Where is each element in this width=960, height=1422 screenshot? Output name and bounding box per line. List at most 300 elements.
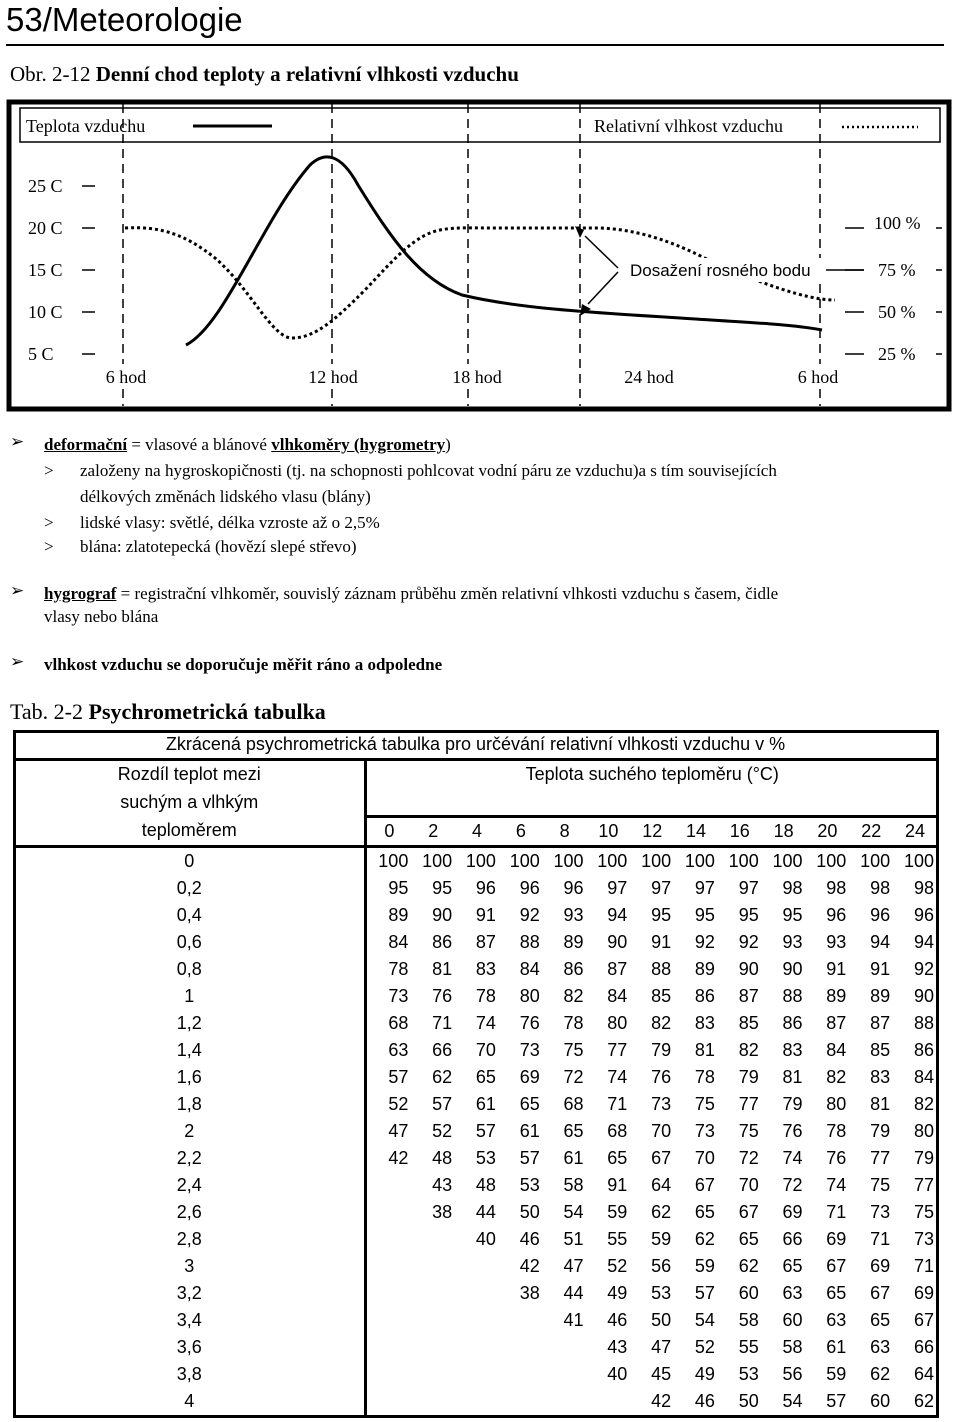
time-tick-6h: 6 hod — [105, 367, 147, 387]
row-delta: 3 — [14, 1253, 366, 1280]
table-cell: 65 — [563, 1121, 584, 1141]
row-delta: 2,6 — [14, 1199, 366, 1226]
hum-tick-100: 100 % — [874, 213, 921, 233]
table-cell: 100 — [509, 851, 540, 871]
table-cell: 41 — [563, 1310, 584, 1330]
table-row — [14, 1199, 937, 1226]
table-cell: 76 — [432, 986, 453, 1006]
table-row — [14, 1361, 937, 1388]
table-cell: 44 — [475, 1202, 496, 1222]
table-cell: 87 — [607, 959, 628, 979]
table-cell: 100 — [422, 851, 453, 871]
table-cell: 73 — [388, 986, 409, 1006]
table-cell: 70 — [651, 1121, 672, 1141]
table-cell: 54 — [694, 1310, 715, 1330]
table-cell — [366, 1172, 411, 1199]
table-cell: 72 — [563, 1067, 584, 1087]
table-cell: 96 — [475, 878, 496, 898]
table-cell: 65 — [519, 1094, 540, 1114]
table-cell: 69 — [782, 1202, 803, 1222]
table-row — [14, 1334, 937, 1361]
term-deformacni: deformační — [44, 435, 128, 454]
table-cell: 69 — [519, 1067, 540, 1087]
table-cell: 77 — [738, 1094, 759, 1114]
row-delta: 0 — [14, 847, 366, 876]
column-header: 6 — [499, 817, 543, 847]
table-cell: 96 — [519, 878, 540, 898]
table-cell: 53 — [519, 1175, 540, 1195]
table-cell: 75 — [870, 1175, 891, 1195]
table-cell — [411, 1253, 455, 1280]
bullet-deformacni — [44, 433, 451, 456]
row-header-line-2: suchým a vlhkým — [14, 788, 366, 817]
legend-temp-label: Teplota vzduchu — [26, 116, 146, 136]
table-cell: 89 — [388, 905, 409, 925]
table-cell: 71 — [607, 1094, 628, 1114]
table-cell: 46 — [519, 1229, 540, 1249]
table-cell: 56 — [782, 1364, 803, 1384]
table-row — [14, 1037, 937, 1064]
table-cell: 79 — [651, 1040, 672, 1060]
table-row — [14, 1307, 937, 1334]
table-cell: 67 — [694, 1175, 715, 1195]
legend-hum-label: Relativní vlhkost vzduchu — [594, 116, 783, 136]
table-cell: 100 — [728, 851, 759, 871]
table-cell: 42 — [388, 1148, 409, 1168]
table-cell: 72 — [738, 1148, 759, 1168]
table-cell: 53 — [738, 1364, 759, 1384]
column-header: 14 — [674, 817, 718, 847]
table-cell: 92 — [913, 959, 934, 979]
table-cell: 81 — [432, 959, 453, 979]
table-cell: 66 — [913, 1337, 934, 1357]
sub-item-cont: délkových změnách lidského vlasu (blány) — [80, 487, 371, 506]
table-cell: 98 — [870, 878, 891, 898]
column-header: 20 — [806, 817, 850, 847]
bullet-vlhkost — [44, 653, 442, 676]
table-cell: 88 — [782, 986, 803, 1006]
table-cell: 60 — [782, 1310, 803, 1330]
table-cell: 80 — [913, 1121, 934, 1141]
table-cell: 72 — [782, 1175, 803, 1195]
table-cell: 96 — [826, 905, 847, 925]
table-cell: 71 — [826, 1202, 847, 1222]
temperature-curve — [186, 157, 822, 345]
table-cell: 69 — [870, 1256, 891, 1276]
table-cell: 42 — [651, 1391, 672, 1411]
table-cell — [587, 1388, 631, 1415]
table-cell: 90 — [782, 959, 803, 979]
row-delta: 2,4 — [14, 1172, 366, 1199]
table-cell: 80 — [607, 1013, 628, 1033]
term-vlhkost: vlhkost vzduchu se doporučuje měřit ráno a odpoledne — [44, 655, 443, 674]
table-cell: 71 — [870, 1229, 891, 1249]
table-row — [14, 902, 937, 929]
bullet-arrow-icon: ➢ — [10, 581, 25, 600]
table-cell: 95 — [782, 905, 803, 925]
table-cell: 76 — [519, 1013, 540, 1033]
table-cell: 47 — [651, 1337, 672, 1357]
table-cell: 91 — [651, 932, 672, 952]
column-header: 10 — [587, 817, 631, 847]
bullet-text: = registrační vlhkoměr, souvislý záznam průběhu změn relativní vlhkosti vzduchu s časem, čidle — [116, 584, 779, 603]
table-cell: 76 — [782, 1121, 803, 1141]
table-cell: 74 — [607, 1067, 628, 1087]
table-cell: 91 — [475, 905, 496, 925]
table-cell: 95 — [694, 905, 715, 925]
time-gridlines — [123, 104, 820, 406]
table-cell: 100 — [597, 851, 628, 871]
table-cell: 79 — [870, 1121, 891, 1141]
table-cell: 97 — [607, 878, 628, 898]
table-cell: 61 — [826, 1337, 847, 1357]
table-cell: 86 — [694, 986, 715, 1006]
table-cell: 69 — [913, 1283, 934, 1303]
table-cell: 82 — [563, 986, 584, 1006]
column-header: 4 — [455, 817, 499, 847]
row-delta: 2 — [14, 1118, 366, 1145]
table-row — [14, 847, 937, 876]
table-cell: 93 — [826, 932, 847, 952]
legend-box — [20, 108, 940, 142]
table-cell: 85 — [651, 986, 672, 1006]
table-cell: 65 — [607, 1148, 628, 1168]
table-cell — [499, 1307, 543, 1334]
table-cell: 89 — [694, 959, 715, 979]
table-cell: 59 — [826, 1364, 847, 1384]
table-cell: 47 — [388, 1121, 409, 1141]
table-cell: 87 — [826, 1013, 847, 1033]
table-cell — [411, 1334, 455, 1361]
table-cell: 98 — [826, 878, 847, 898]
table-cell: 86 — [782, 1013, 803, 1033]
table-cell — [455, 1361, 499, 1388]
table-cell: 57 — [432, 1094, 453, 1114]
table-cell: 59 — [607, 1202, 628, 1222]
table-cell: 95 — [738, 905, 759, 925]
table-cell: 94 — [870, 932, 891, 952]
table-cell: 52 — [388, 1094, 409, 1114]
table-cell: 50 — [651, 1310, 672, 1330]
table-cell: 67 — [870, 1283, 891, 1303]
table-cell: 53 — [651, 1283, 672, 1303]
table-cell: 73 — [870, 1202, 891, 1222]
table-cell: 56 — [651, 1256, 672, 1276]
col-group-underline — [366, 788, 937, 817]
table-cell: 50 — [519, 1202, 540, 1222]
bullet-arrow-icon: ➢ — [10, 432, 25, 451]
table-cell: 49 — [607, 1283, 628, 1303]
table-cell: 48 — [432, 1148, 453, 1168]
table-cell: 97 — [694, 878, 715, 898]
table-cell — [411, 1361, 455, 1388]
table-cell: 61 — [519, 1121, 540, 1141]
row-delta: 0,2 — [14, 875, 366, 902]
table-cell: 90 — [738, 959, 759, 979]
table-cell — [366, 1280, 411, 1307]
table-cell: 78 — [826, 1121, 847, 1141]
sub-marker: > — [44, 513, 54, 532]
table-cell: 77 — [913, 1175, 934, 1195]
table-cell: 74 — [475, 1013, 496, 1033]
table-cell: 98 — [913, 878, 934, 898]
table-cell: 91 — [826, 959, 847, 979]
table-cell: 75 — [563, 1040, 584, 1060]
table-cell — [499, 1361, 543, 1388]
table-row — [14, 1226, 937, 1253]
table-cell — [366, 1253, 411, 1280]
row-delta: 4 — [14, 1388, 366, 1415]
table-cell: 95 — [432, 878, 453, 898]
table-cell: 65 — [694, 1202, 715, 1222]
table-caption — [10, 699, 326, 725]
table-cell: 62 — [913, 1391, 934, 1411]
table-cell: 67 — [826, 1256, 847, 1276]
table-cell: 68 — [388, 1013, 409, 1033]
table-row — [14, 1253, 937, 1280]
column-header: 0 — [366, 817, 411, 847]
table-cell: 85 — [738, 1013, 759, 1033]
table-cell: 55 — [607, 1229, 628, 1249]
table-cell: 57 — [475, 1121, 496, 1141]
table-cell: 63 — [388, 1040, 409, 1060]
table-cell: 75 — [913, 1202, 934, 1222]
table-cell: 94 — [913, 932, 934, 952]
table-cell — [499, 1334, 543, 1361]
hum-tick-50: 50 % — [878, 302, 916, 322]
table-cell: 71 — [432, 1013, 453, 1033]
time-tick-24h: 24 hod — [624, 367, 674, 387]
bullet-text: = vlasové a blánové — [127, 435, 272, 454]
table-cell — [366, 1361, 411, 1388]
table-cell — [499, 1388, 543, 1415]
table-cell: 63 — [826, 1310, 847, 1330]
table-row — [14, 1172, 937, 1199]
table-cell: 100 — [903, 851, 934, 871]
annotation-arrow-lower — [580, 304, 591, 316]
table-cell: 48 — [475, 1175, 496, 1195]
sub-item-hygroskopicnost: založeny na hygroskopičnosti (tj. na schopnosti pohlcovat vodní páru ze vzduchu)a s tím souvisejících — [80, 461, 777, 480]
table-cell: 77 — [607, 1040, 628, 1060]
table-cell: 52 — [432, 1121, 453, 1141]
table-cell: 98 — [782, 878, 803, 898]
table-cell: 74 — [826, 1175, 847, 1195]
table-cell: 46 — [607, 1310, 628, 1330]
table-cell: 64 — [913, 1364, 934, 1384]
table-cell: 82 — [651, 1013, 672, 1033]
table-row — [14, 1091, 937, 1118]
table-cell: 83 — [694, 1013, 715, 1033]
row-delta: 3,4 — [14, 1307, 366, 1334]
table-cell: 68 — [563, 1094, 584, 1114]
table-cell: 52 — [694, 1337, 715, 1357]
table-caption-prefix: Tab. 2-2 — [10, 699, 89, 724]
table-cell: 96 — [913, 905, 934, 925]
table-cell — [455, 1388, 499, 1415]
table-cell: 78 — [694, 1067, 715, 1087]
table-cell: 100 — [465, 851, 496, 871]
table-cell: 100 — [684, 851, 715, 871]
row-header-line-3: teploměrem — [14, 817, 366, 847]
table-cell — [411, 1388, 455, 1415]
page-header-title: 53/Meteorologie — [6, 1, 243, 38]
table-cell — [366, 1199, 411, 1226]
table-cell: 89 — [563, 932, 584, 952]
table-cell: 79 — [913, 1148, 934, 1168]
chart-frame — [9, 102, 949, 409]
table-cell: 42 — [519, 1256, 540, 1276]
table-cell: 60 — [738, 1283, 759, 1303]
column-header: 2 — [411, 817, 455, 847]
hum-axis — [874, 213, 921, 364]
bullet-hygrograf-cont: vlasy nebo blána — [44, 607, 159, 626]
table-cell: 54 — [782, 1391, 803, 1411]
row-delta: 3,6 — [14, 1334, 366, 1361]
table-cell: 65 — [826, 1283, 847, 1303]
table-cell: 84 — [913, 1067, 934, 1087]
row-delta: 0,6 — [14, 929, 366, 956]
sub-marker: > — [44, 537, 54, 556]
table-row — [14, 1388, 937, 1415]
table-cell: 73 — [651, 1094, 672, 1114]
table-cell: 65 — [782, 1256, 803, 1276]
table-row — [14, 1064, 937, 1091]
time-tick-6h-next: 6 hod — [797, 367, 839, 387]
table-cell: 38 — [432, 1202, 453, 1222]
table-cell: 65 — [738, 1229, 759, 1249]
table-cell — [411, 1280, 455, 1307]
table-cell: 62 — [694, 1229, 715, 1249]
table-cell: 96 — [870, 905, 891, 925]
table-cell — [455, 1307, 499, 1334]
table-cell: 87 — [738, 986, 759, 1006]
table-cell: 90 — [432, 905, 453, 925]
table-cell: 52 — [607, 1256, 628, 1276]
table-cell: 93 — [563, 905, 584, 925]
table-cell: 62 — [432, 1067, 453, 1087]
table-cell: 43 — [432, 1175, 453, 1195]
row-delta: 1,4 — [14, 1037, 366, 1064]
table-caption-title: Psychrometrická tabulka — [88, 699, 326, 724]
table-cell: 57 — [826, 1391, 847, 1411]
table-row — [14, 929, 937, 956]
table-cell: 83 — [475, 959, 496, 979]
table-cell: 62 — [870, 1364, 891, 1384]
row-delta: 2,8 — [14, 1226, 366, 1253]
column-header: 16 — [718, 817, 762, 847]
table-cell: 70 — [694, 1148, 715, 1168]
table-cell: 79 — [738, 1067, 759, 1087]
table-cell: 50 — [738, 1391, 759, 1411]
table-cell: 78 — [563, 1013, 584, 1033]
dew-point-annotation: Dosažení rosného bodu — [630, 261, 811, 280]
table-cell: 38 — [519, 1283, 540, 1303]
table-cell: 59 — [694, 1256, 715, 1276]
table-cell: 83 — [870, 1067, 891, 1087]
table-cell: 100 — [772, 851, 803, 871]
table-row — [14, 875, 937, 902]
table-cell: 60 — [870, 1391, 891, 1411]
table-cell: 69 — [826, 1229, 847, 1249]
figure-caption-title: Denní chod teploty a relativní vlhkosti vzduchu — [95, 62, 519, 86]
table-cell: 82 — [826, 1067, 847, 1087]
time-tick-18h: 18 hod — [452, 367, 502, 387]
row-delta: 3,2 — [14, 1280, 366, 1307]
table-cell: 70 — [475, 1040, 496, 1060]
table-row — [14, 983, 937, 1010]
term-vlhkomery: vlhkoměry (hygrometry — [271, 435, 446, 454]
table-cell: 96 — [563, 878, 584, 898]
row-delta: 2,2 — [14, 1145, 366, 1172]
table-cell — [543, 1334, 587, 1361]
table-cell: 57 — [694, 1283, 715, 1303]
table-cell: 82 — [738, 1040, 759, 1060]
table-cell: 58 — [738, 1310, 759, 1330]
table-cell: 40 — [607, 1364, 628, 1384]
row-delta: 1,6 — [14, 1064, 366, 1091]
column-header: 12 — [630, 817, 674, 847]
table-cell: 66 — [782, 1229, 803, 1249]
table-cell: 88 — [913, 1013, 934, 1033]
table-cell: 91 — [607, 1175, 628, 1195]
table-cell: 59 — [651, 1229, 672, 1249]
table-cell: 49 — [694, 1364, 715, 1384]
table-cell: 78 — [475, 986, 496, 1006]
table-cell: 53 — [475, 1148, 496, 1168]
hum-tick-75: 75 % — [878, 260, 916, 280]
table-cell: 80 — [519, 986, 540, 1006]
table-cell: 54 — [563, 1202, 584, 1222]
col-group-header: Teplota suchého teploměru (°C) — [525, 764, 779, 784]
table-cell — [366, 1226, 411, 1253]
table-cell: 77 — [870, 1148, 891, 1168]
table-cell: 43 — [607, 1337, 628, 1357]
table-cell: 88 — [519, 932, 540, 952]
table-cell: 75 — [694, 1094, 715, 1114]
table-cell: 88 — [651, 959, 672, 979]
row-delta: 1,8 — [14, 1091, 366, 1118]
table-cell — [366, 1388, 411, 1415]
table-cell: 83 — [782, 1040, 803, 1060]
table-cell: 58 — [563, 1175, 584, 1195]
table-row — [14, 1118, 937, 1145]
table-cell: 67 — [913, 1310, 934, 1330]
table-title: Zkrácená psychrometrická tabulka pro určévání relativní vlhkosti vzduchu v % — [14, 730, 937, 760]
table-cell: 45 — [651, 1364, 672, 1384]
table-cell: 86 — [563, 959, 584, 979]
table-cell: 87 — [475, 932, 496, 952]
table-cell: 75 — [738, 1121, 759, 1141]
table-cell: 81 — [782, 1067, 803, 1087]
figure-caption-prefix: Obr. 2-12 — [10, 62, 96, 86]
table-cell: 97 — [651, 878, 672, 898]
table-cell: 86 — [432, 932, 453, 952]
row-delta: 0,8 — [14, 956, 366, 983]
table-cell: 67 — [651, 1148, 672, 1168]
row-delta: 3,8 — [14, 1361, 366, 1388]
table-cell: 71 — [913, 1256, 934, 1276]
table-cell: 74 — [782, 1148, 803, 1168]
temp-axis — [28, 176, 63, 364]
table-row — [14, 1145, 937, 1172]
term-hygrograf: hygrograf — [44, 584, 117, 603]
table-cell: 92 — [519, 905, 540, 925]
bullet-hygrograf — [44, 582, 778, 605]
temp-tick-5: 5 C — [28, 344, 54, 364]
bullet-text: ) — [445, 435, 451, 454]
column-header: 22 — [849, 817, 893, 847]
table-cell: 90 — [607, 932, 628, 952]
